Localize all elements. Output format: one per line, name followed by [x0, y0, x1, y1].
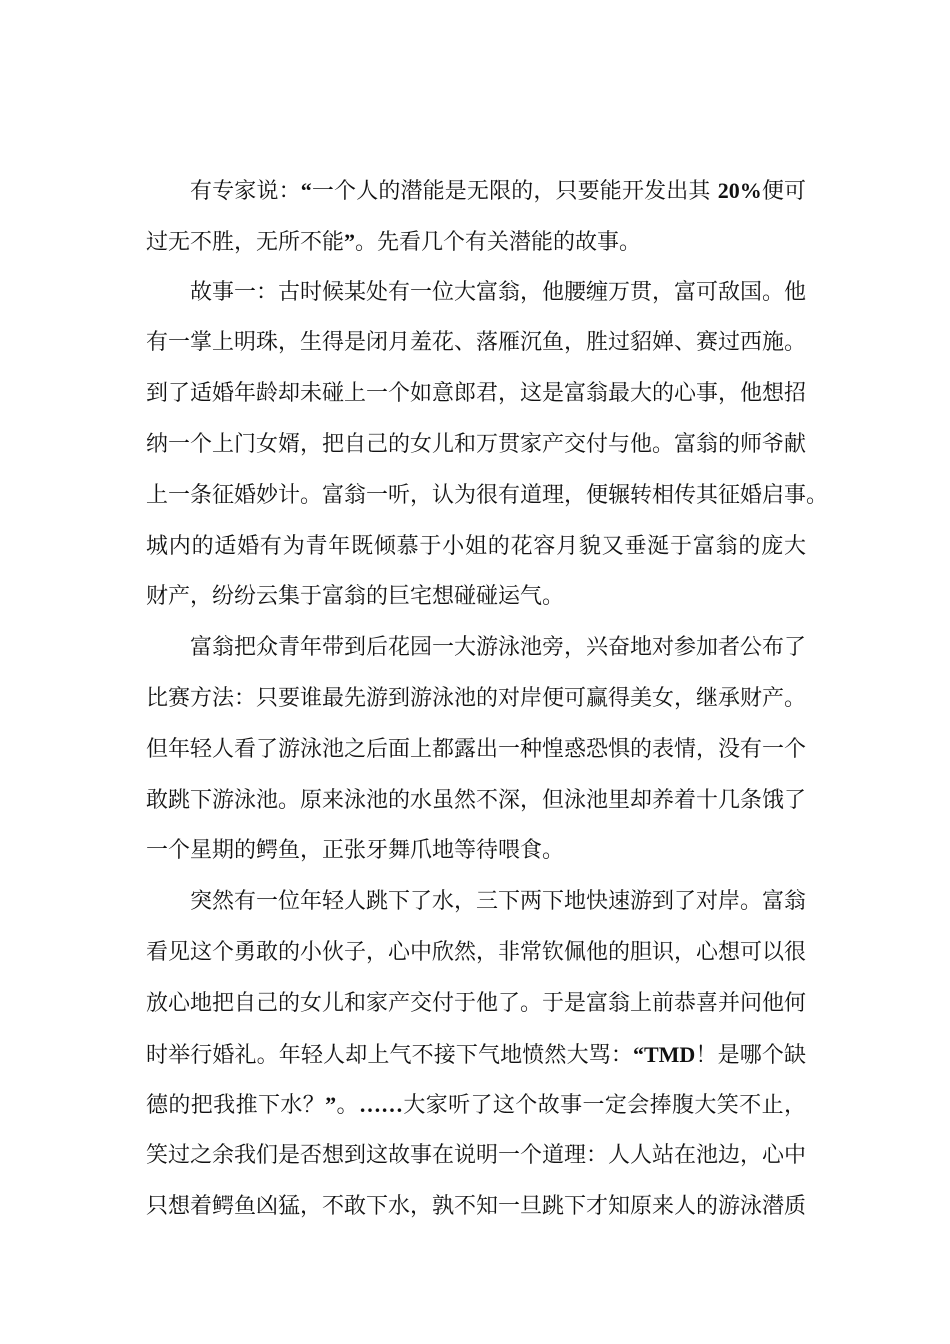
- text-line: [146, 674, 806, 725]
- text-line: [146, 623, 806, 674]
- bold-text-segment: 20%: [717, 178, 762, 203]
- text-line: [146, 420, 806, 471]
- text-line: [146, 217, 806, 268]
- text-line: [146, 318, 806, 369]
- text-line: [146, 1182, 806, 1233]
- text-line: [146, 572, 806, 623]
- text-line: [146, 369, 806, 420]
- text-segment: 有专家说：: [190, 179, 301, 204]
- text-segment: 一个星期的鳄鱼，正张牙舞爪地等待喂食。: [146, 838, 565, 864]
- bold-text-segment: ……: [358, 1092, 403, 1118]
- text-segment: 。先看几个有关潜能的故事。: [355, 229, 642, 255]
- text-segment: ！是哪个缺: [695, 1042, 806, 1068]
- body-text: [146, 166, 829, 1233]
- text-segment: 故事一：古时候某处有一位大富翁，他腰缠万贯，富可敌国。他: [190, 279, 807, 305]
- text-segment: 便可: [761, 179, 806, 204]
- text-line: [146, 166, 806, 217]
- text-segment: 富翁把众青年带到后花园一大游泳池旁，兴奋地对参加者公布了: [190, 635, 807, 661]
- text-segment: 城内的适婚有为青年既倾慕于小姐的花容月貌又垂涎于富翁的庞大: [146, 533, 806, 559]
- text-segment: 放心地把自己的女儿和家产交付于他了。于是富翁上前恭喜并问他何: [146, 990, 807, 1016]
- text-line: [146, 725, 806, 776]
- text-line: [146, 877, 806, 928]
- text-line: [146, 928, 806, 979]
- text-segment: 比赛方法：只要谁最先游到游泳池的对岸便可赢得美女，继承财产。: [146, 685, 807, 711]
- text-segment: 敢跳下游泳池。原来泳池的水虽然不深，但泳池里却养着十几条饿了: [146, 787, 807, 813]
- text-line: [146, 979, 806, 1030]
- text-segment: 过无不胜，无所不能: [146, 229, 345, 255]
- text-segment: 上一条征婚妙计。富翁一听，认为很有道理，便辗转相传其征婚启事。: [146, 482, 829, 508]
- bold-text-segment: “TMD: [632, 1041, 696, 1067]
- text-segment: 一个人的潜能是无限的，只要能开发出其: [311, 179, 718, 204]
- text-line: [146, 1131, 806, 1182]
- text-segment: 只想着鳄鱼凶猛，不敢下水，孰不知一旦跳下才知原来人的游泳潜质: [146, 1193, 807, 1219]
- text-line: [146, 1080, 806, 1131]
- text-line: [146, 1030, 806, 1081]
- text-segment: 德的把我推下水？: [146, 1093, 326, 1119]
- text-segment: 时举行婚礼。年轻人却上气不接下气地愤然大骂：: [146, 1042, 633, 1068]
- text-segment: 但年轻人看了游泳池之后面上都露出一种惶惑恐惧的表情，没有一个: [146, 736, 807, 762]
- bold-text-segment: ”: [344, 228, 356, 254]
- text-segment: 。: [336, 1093, 359, 1119]
- text-line: [146, 471, 829, 522]
- text-line: [146, 826, 806, 877]
- text-segment: 笑过之余我们是否想到这故事在说明一个道理：人人站在池边，心中: [146, 1143, 807, 1169]
- text-segment: 看见这个勇敢的小伙子，心中欣然，非常钦佩他的胆识，心想可以很: [146, 939, 807, 965]
- text-segment: 有一掌上明珠，生得是闭月羞花、落雁沉鱼，胜过貂婵、赛过西施。: [146, 330, 807, 356]
- text-segment: 纳一个上门女婿，把自己的女儿和万贯家产交付与他。富翁的师爷献: [146, 431, 807, 457]
- text-segment: 大家听了这个故事一定会捧腹大笑不止，: [402, 1093, 806, 1119]
- text-line: [146, 522, 806, 573]
- text-line: [146, 268, 806, 319]
- text-segment: 到了适婚年龄却未碰上一个如意郎君，这是富翁最大的心事，他想招: [146, 381, 807, 407]
- text-segment: 财产，纷纷云集于富翁的巨宅想碰碰运气。: [146, 584, 565, 610]
- bold-text-segment: ”: [325, 1092, 337, 1118]
- text-line: [146, 776, 806, 827]
- text-segment: 突然有一位年轻人跳下了水，三下两下地快速游到了对岸。富翁: [190, 889, 807, 915]
- bold-text-segment: “: [300, 178, 312, 203]
